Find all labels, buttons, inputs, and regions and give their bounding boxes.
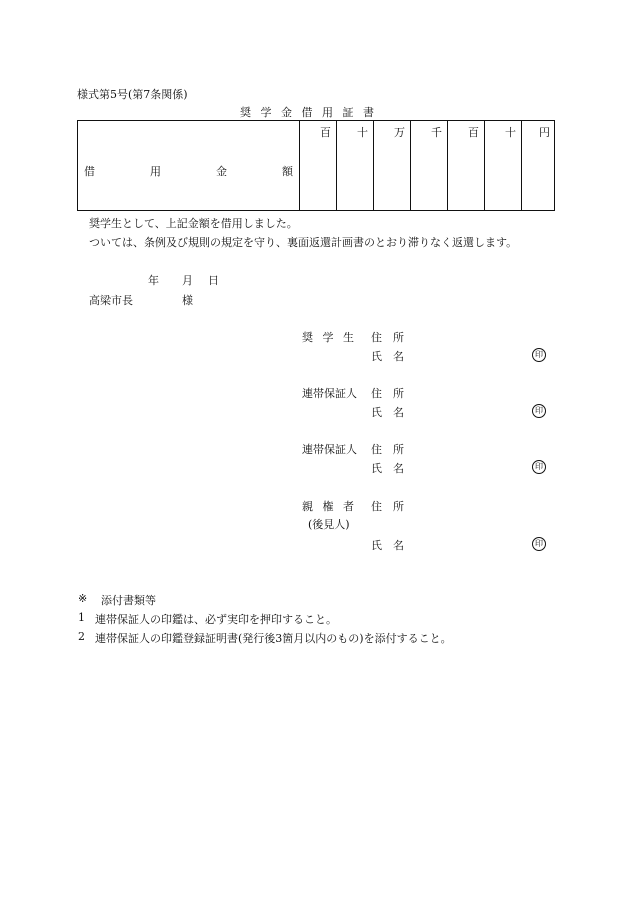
document-title: 奨 学 金 借 用 証 書 — [240, 106, 377, 119]
address-label: 住 所 — [371, 387, 404, 400]
date-year: 年 — [148, 274, 159, 287]
note-text: 連帯保証人の印鑑登録証明書(発行後3箇月以内のもの)を添付すること。 — [95, 632, 452, 645]
signatory-role: 親 権 者 — [302, 500, 357, 513]
address-label: 住 所 — [371, 331, 404, 344]
note-number: 2 — [78, 630, 85, 643]
unit-yen: 円 — [539, 126, 550, 139]
amount-label-char: 額 — [282, 165, 293, 178]
note-number: 1 — [78, 611, 85, 624]
table-divider — [299, 121, 300, 210]
amount-label-char: 借 — [84, 165, 95, 178]
unit-man: 万 — [394, 126, 405, 139]
unit-hundred-million: 百 — [320, 126, 331, 139]
signatory-role-note: (後見人) — [308, 518, 350, 531]
unit-hundred: 百 — [468, 126, 479, 139]
form-number: 様式第5号(第7条関係) — [77, 88, 188, 101]
statement-line-2: ついては、条例及び規則の規定を守り、裏面返還計画書のとおり滞りなく返還します。 — [89, 236, 518, 249]
table-divider — [447, 121, 448, 210]
signatory-role: 連帯保証人 — [302, 387, 357, 400]
unit-thousand: 千 — [431, 126, 442, 139]
table-divider — [336, 121, 337, 210]
table-divider — [521, 121, 522, 210]
signatory-role: 連帯保証人 — [302, 443, 357, 456]
table-divider — [373, 121, 374, 210]
addressee-honorific: 様 — [182, 294, 193, 307]
date-day: 日 — [208, 274, 219, 287]
amount-label-char: 用 — [150, 165, 161, 178]
unit-ten-million: 十 — [357, 126, 368, 139]
seal-icon: 印 — [532, 460, 546, 474]
table-divider — [410, 121, 411, 210]
name-label: 氏 名 — [371, 406, 404, 419]
name-label: 氏 名 — [371, 462, 404, 475]
loan-amount-table — [77, 120, 555, 211]
amount-label-char: 金 — [216, 165, 227, 178]
address-label: 住 所 — [371, 500, 404, 513]
name-label: 氏 名 — [371, 350, 404, 363]
address-label: 住 所 — [371, 443, 404, 456]
statement-line-1: 奨学生として、上記金額を借用しました。 — [89, 217, 298, 230]
name-label: 氏 名 — [371, 539, 404, 552]
signatory-role: 奨 学 生 — [302, 331, 357, 344]
seal-icon: 印 — [532, 348, 546, 362]
date-month: 月 — [182, 274, 193, 287]
table-divider — [484, 121, 485, 210]
notes-heading: 添付書類等 — [101, 594, 156, 607]
seal-icon: 印 — [532, 404, 546, 418]
addressee-name: 高梁市長 — [89, 294, 133, 307]
unit-ten: 十 — [505, 126, 516, 139]
note-text: 連帯保証人の印鑑は、必ず実印を押印すること。 — [95, 613, 337, 626]
note-mark: ※ — [78, 592, 88, 605]
seal-icon: 印 — [532, 537, 546, 551]
